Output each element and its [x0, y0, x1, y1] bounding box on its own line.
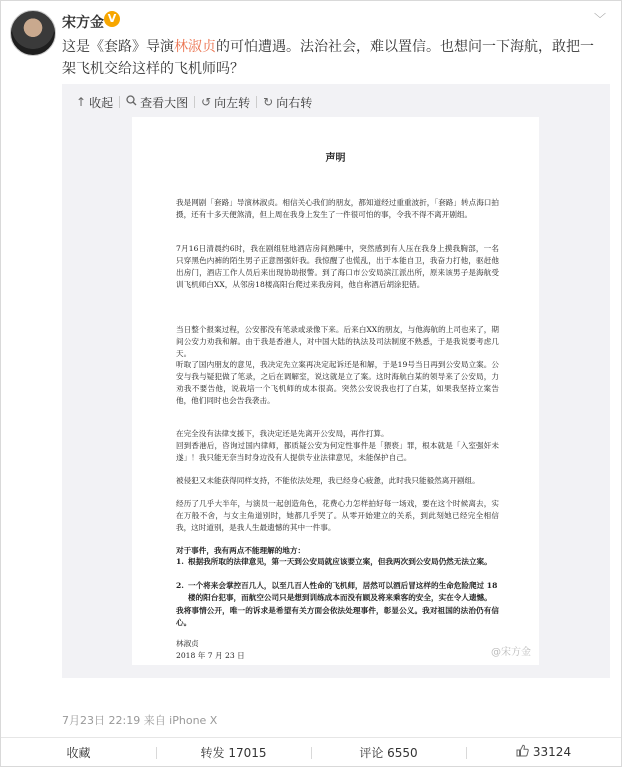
chevron-down-icon[interactable]: ﹀	[593, 12, 606, 26]
post-text-part1: 这是《套路》导演	[62, 39, 174, 55]
comment-button[interactable]	[311, 744, 466, 761]
statement-paragraph-4: 听取了国内朋友的意见，我决定先立案再决定起诉还是和解，于是19号当日再到公安局立案。公安与我与疑犯做了笔录，之后在调解室，说这就是立了案。这时海航白某的领导来了公安局，力劝我不要告他，说栽培一个飞机师的成本很高。突然公安说我也打了白某，如果我坚持立案告他，他们同时也会告我袭击。	[176, 359, 499, 405]
repost-label: 转发 17015	[200, 745, 267, 760]
rotate-right-icon: ↻	[263, 95, 274, 109]
statement-paragraph-2: 7月16日清晨约6时，我在剧组驻地酒店房间熟睡中，突然感到有人压在我身上摸我胸部，一名只穿黑色内裤的陌生男子正意图强奸我。我惊醒了也慌乱，出于本能自卫，我奋力打他，驱赶他出房门，酒店工作人员后来出现协助报警。到了海口市公安局滨江派出所，原来该男子是海航受训飞机师白XX，从邻房18楼高阳台爬过来我房间，他自称酒后胡涂犯错。	[176, 243, 499, 289]
view-large-label: 查看大图	[140, 95, 189, 110]
like-button[interactable]	[466, 744, 621, 760]
like-count: 33124	[532, 745, 572, 759]
thumbs-up-icon	[516, 744, 529, 760]
statement-paragraph-5: 在完全没有法律支援下，我决定还是先离开公安局，再作打算。	[176, 429, 389, 439]
statement-list-item-2	[176, 580, 499, 604]
favorite-label: 收藏	[66, 745, 91, 760]
rotate-left-icon: ↺	[201, 95, 212, 109]
image-watermark: @宋方金	[491, 647, 531, 658]
statement-title: 声明	[325, 153, 346, 164]
post-text	[62, 36, 602, 80]
collapse-button[interactable]	[70, 94, 119, 111]
collapse-label: 收起	[89, 95, 114, 110]
rotate-right-label: 向右转	[276, 95, 313, 110]
comment-label: 评论 6550	[359, 745, 418, 760]
statement-signature-name: 林淑贞	[176, 639, 199, 649]
statement-paragraph-3: 当日整个报案过程，公安都没有笔录或录像下来。后来白XX的朋友，与他海航的上司也来了，期间公安力劝我和解。由于我是香港人，对中国大陆的执法及司法制度不熟悉，于是我说要考虑几天。	[176, 325, 499, 359]
post-text-part2: 的可怕遭遇。法治社会，难以置信。也想问一下海航，敢把一架飞机交给这样的飞机师吗？	[62, 39, 594, 77]
mention-link[interactable]: 林淑贞	[174, 39, 216, 55]
statement-list-item-1-number: 1.	[176, 557, 184, 567]
statement-paragraph-8: 经历了几乎大半年，与演员一起创造角色，花费心力怎样拍好每一场戏，要在这个时候离去，实在万般不舍，与女主角道别时，她都几乎哭了。从零开始建立的关系，到此刻她已经完全相信我，这时道别，是我人生最遗憾的其中一件事。	[176, 498, 499, 532]
statement-signature-date: 2018 年 7 月 23 日	[176, 651, 245, 661]
avatar[interactable]	[10, 10, 56, 56]
view-large-button[interactable]	[120, 94, 194, 111]
post-meta: 7月23日 22:19 来自 iPhone X	[62, 714, 218, 727]
statement-paragraph-10: 我将事情公开，唯一的诉求是希望有关方面会依法处理事件，彰显公义。我对祖国的法治仍有信心。	[176, 606, 499, 628]
statement-list-item-2-text: 一个将来会掌控百几人，以至几百人性命的飞机师，居然可以酒后冒这样的生命危险爬过 18 楼的阳台犯事，而航空公司只是想到训练成本而没有顾及将来乘客的安全，实在令人遗憾。	[188, 580, 498, 602]
arrow-up-icon: ↑	[76, 95, 87, 109]
username[interactable]: 宋方金	[62, 15, 104, 31]
statement-paragraph-7: 被侵犯又未能获得同样支持，不能依法处理，我已经身心疲惫，此时我只能毅然离开剧组。	[176, 475, 480, 485]
magnifier-icon	[126, 95, 137, 109]
favorite-button[interactable]	[1, 744, 156, 761]
expanded-image-panel	[62, 84, 610, 678]
statement-list-item-1	[176, 556, 499, 568]
rotate-left-button[interactable]	[195, 94, 256, 111]
statement-paragraph-6: 回到香港后，咨询过国内律师，都质疑公安为何定性事件是「猥亵」罪，根本就是「入室强奸未遂」！我只能无奈当时身边没有人提供专业法律意见，未能保护自己。	[176, 441, 499, 463]
statement-paragraph-1: 我是网剧「套路」导演林淑贞。相信关心我们的朋友，都知道经过重重波折，「套路」转点海口拍摄，还有十多天便煞清，但上周在我身上发生了一件很可怕的事，令我不得不离开剧组。	[176, 197, 499, 219]
verified-badge-icon: V	[104, 11, 120, 27]
statement-list-item-2-number: 2.	[176, 580, 184, 590]
repost-button[interactable]	[156, 744, 311, 761]
rotate-left-label: 向左转	[214, 95, 251, 110]
rotate-right-button[interactable]	[257, 94, 318, 111]
statement-paragraph-9: 对于事件，我有两点不能理解的地方：	[176, 546, 306, 556]
statement-list-item-1-text: 根据我所取的法律意见，第一天到公安局就应该要立案，但我两次到公安局仍然无法立案。	[188, 557, 492, 567]
statement-image[interactable]	[132, 117, 539, 665]
image-toolbar	[70, 92, 318, 112]
action-bar	[1, 737, 621, 766]
